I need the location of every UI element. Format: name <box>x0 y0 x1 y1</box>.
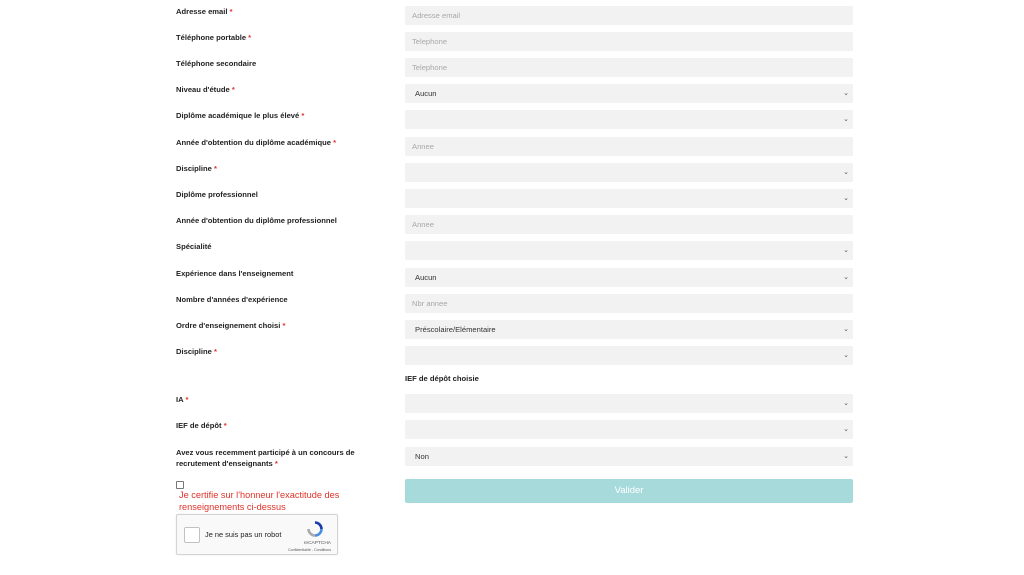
academic-degree-year-input[interactable]: Annee <box>405 137 853 156</box>
field-label: Avez vous recemment participé à un concours de recrutement d'enseignants * <box>176 448 355 468</box>
academic-degree-select[interactable] <box>405 110 853 129</box>
field-label: Discipline * <box>176 164 217 173</box>
discipline-select[interactable] <box>405 163 853 182</box>
chevron-down-icon: ⌄ <box>843 453 849 460</box>
field-label: Ordre d'enseignement choisi * <box>176 321 286 330</box>
field-label: Téléphone secondaire <box>176 59 257 68</box>
field-label: Discipline * <box>176 347 217 356</box>
professional-degree-select[interactable] <box>405 189 853 208</box>
recaptcha-widget <box>176 514 338 555</box>
submit-button[interactable]: Valider <box>405 479 853 503</box>
chevron-down-icon: ⌄ <box>843 247 849 254</box>
recaptcha-links[interactable]: Confidentialité - Conditions <box>288 548 331 552</box>
chevron-down-icon: ⌄ <box>843 400 849 407</box>
field-label: Année d'obtention du diplôme professionnel <box>176 216 337 225</box>
field-label: Spécialité <box>176 242 212 251</box>
recaptcha-brand: reCAPTCHA <box>303 541 331 546</box>
recaptcha-checkbox[interactable] <box>184 527 200 543</box>
certify-checkbox[interactable] <box>176 481 184 489</box>
secondary-phone-input[interactable]: Telephone <box>405 58 853 77</box>
recent-contest-select[interactable] <box>405 447 853 466</box>
specialty-select[interactable] <box>405 241 853 260</box>
field-label: IA * <box>176 395 189 404</box>
select-value: Préscolaire/Elémentaire <box>415 325 496 334</box>
chevron-down-icon: ⌄ <box>843 426 849 433</box>
recaptcha-logo-icon <box>307 521 323 537</box>
professional-degree-year-input[interactable]: Annee <box>405 215 853 234</box>
field-label: IEF de dépôt * <box>176 421 227 430</box>
section-title: IEF de dépôt choisie <box>405 374 479 383</box>
mobile-phone-input[interactable]: Telephone <box>405 32 853 51</box>
study-level-select[interactable] <box>405 84 853 103</box>
recaptcha-label: Je ne suis pas un robot <box>205 530 282 539</box>
ia-select[interactable] <box>405 394 853 413</box>
chevron-down-icon: ⌄ <box>843 195 849 202</box>
field-label: Expérience dans l'enseignement <box>176 269 294 278</box>
field-label: Année d'obtention du diplôme académique * <box>176 138 337 147</box>
discipline-2-select[interactable] <box>405 346 853 365</box>
teaching-experience-select[interactable] <box>405 268 853 287</box>
chevron-down-icon: ⌄ <box>843 169 849 176</box>
chevron-down-icon: ⌄ <box>843 274 849 281</box>
field-label: Adresse email * <box>176 7 233 16</box>
ief-select[interactable] <box>405 420 853 439</box>
teaching-order-select[interactable] <box>405 320 853 339</box>
chevron-down-icon: ⌄ <box>843 326 849 333</box>
select-value: Non <box>415 452 429 461</box>
field-label: Téléphone portable * <box>176 33 252 42</box>
years-experience-input[interactable]: Nbr annee <box>405 294 853 313</box>
field-label: Nombre d'années d'expérience <box>176 295 288 304</box>
field-label: Niveau d'étude * <box>176 85 235 94</box>
certify-label: Je certifie sur l'honneur l'exactitude des renseignements ci-dessus <box>179 490 340 512</box>
field-label: Diplôme académique le plus élevé * <box>176 111 305 120</box>
email-input[interactable]: Adresse email <box>405 6 853 25</box>
chevron-down-icon: ⌄ <box>843 352 849 359</box>
select-value: Aucun <box>415 89 437 98</box>
chevron-down-icon: ⌄ <box>843 90 849 97</box>
select-value: Aucun <box>415 273 437 282</box>
field-label: Diplôme professionnel <box>176 190 258 199</box>
chevron-down-icon: ⌄ <box>843 116 849 123</box>
